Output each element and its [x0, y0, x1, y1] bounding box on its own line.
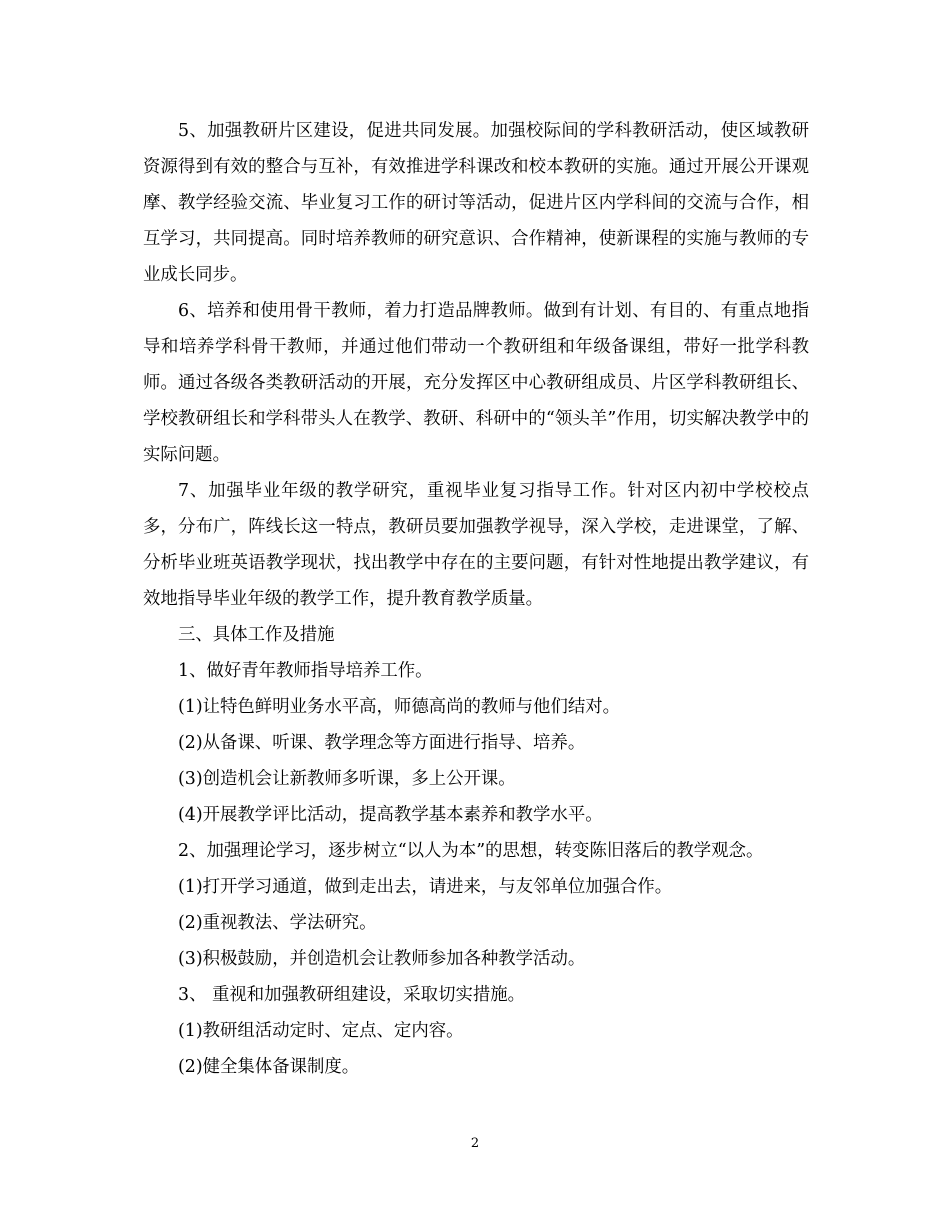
measure-3-heading: 3、 重视和加强教研组建设，采取切实措施。 [178, 985, 526, 1005]
measure-1-item-2: (2)从备课、听课、教学理念等方面进行指导、培养。 [178, 733, 586, 753]
measure-1-item-4: (4)开展教学评比活动，提高教学基本素养和教学水平。 [178, 805, 603, 825]
measure-2-item-2: (2)重视教法、学法研究。 [178, 913, 377, 933]
document-body [143, 113, 809, 1085]
measure-3-item-1: (1)教研组活动定时、定点、定内容。 [178, 1021, 464, 1041]
measure-2-item-3: (3)积极鼓励，并创造机会让教师参加各种教学活动。 [178, 949, 586, 969]
page-number: 2 [470, 1136, 480, 1151]
measure-2-heading: 2、加强理论学习，逐步树立“以人为本”的思想，转变陈旧落后的教学观念。 [178, 841, 764, 861]
measure-1-item-1: (1)让特色鲜明业务水平高，师德高尚的教师与他们结对。 [178, 697, 621, 717]
measure-3-item-2: (2)健全集体备课制度。 [178, 1057, 360, 1077]
measure-2-item-1: (1)打开学习通道，做到走出去，请进来，与友邻单位加强合作。 [178, 877, 673, 897]
paragraph-6: 6、培养和使用骨干教师，着力打造品牌教师。做到有计划、有目的、有重点地指导和培养学科骨干教师，并通过他们带动一个教研组和年级备课组，带好一批学科教师。通过各级各类教研活动的开展，充分发挥区中心教研组成员、片区学科教研组长、学校教研组长和学科带头人在教学、教研、科研中的“领头羊”作用，切实解决教学中的实际问题。 [143, 301, 809, 465]
measure-1-item-3: (3)创造机会让新教师多听课，多上公开课。 [178, 769, 516, 789]
paragraph-7: 7、加强毕业年级的教学研究，重视毕业复习指导工作。针对区内初中学校校点多，分布广，阵线长这一特点，教研员要加强教学视导，深入学校，走进课堂，了解、分析毕业班英语教学现状，找出教学中存在的主要问题，有针对性地提出教学建议，有效地指导毕业年级的教学工作，提升教育教学质量。 [143, 481, 809, 609]
measure-1-heading: 1、做好青年教师指导培养工作。 [178, 661, 433, 681]
section-heading-3: 三、具体工作及措施 [178, 625, 335, 645]
paragraph-5: 5、加强教研片区建设，促进共同发展。加强校际间的学科教研活动，使区域教研资源得到有效的整合与互补，有效推进学科课改和校本教研的实施。通过开展公开课观摩、教学经验交流、毕业复习工作的研讨等活动，促进片区内学科间的交流与合作，相互学习，共同提高。同时培养教师的研究意识、合作精神，使新课程的实施与教师的专业成长同步。 [143, 121, 809, 285]
